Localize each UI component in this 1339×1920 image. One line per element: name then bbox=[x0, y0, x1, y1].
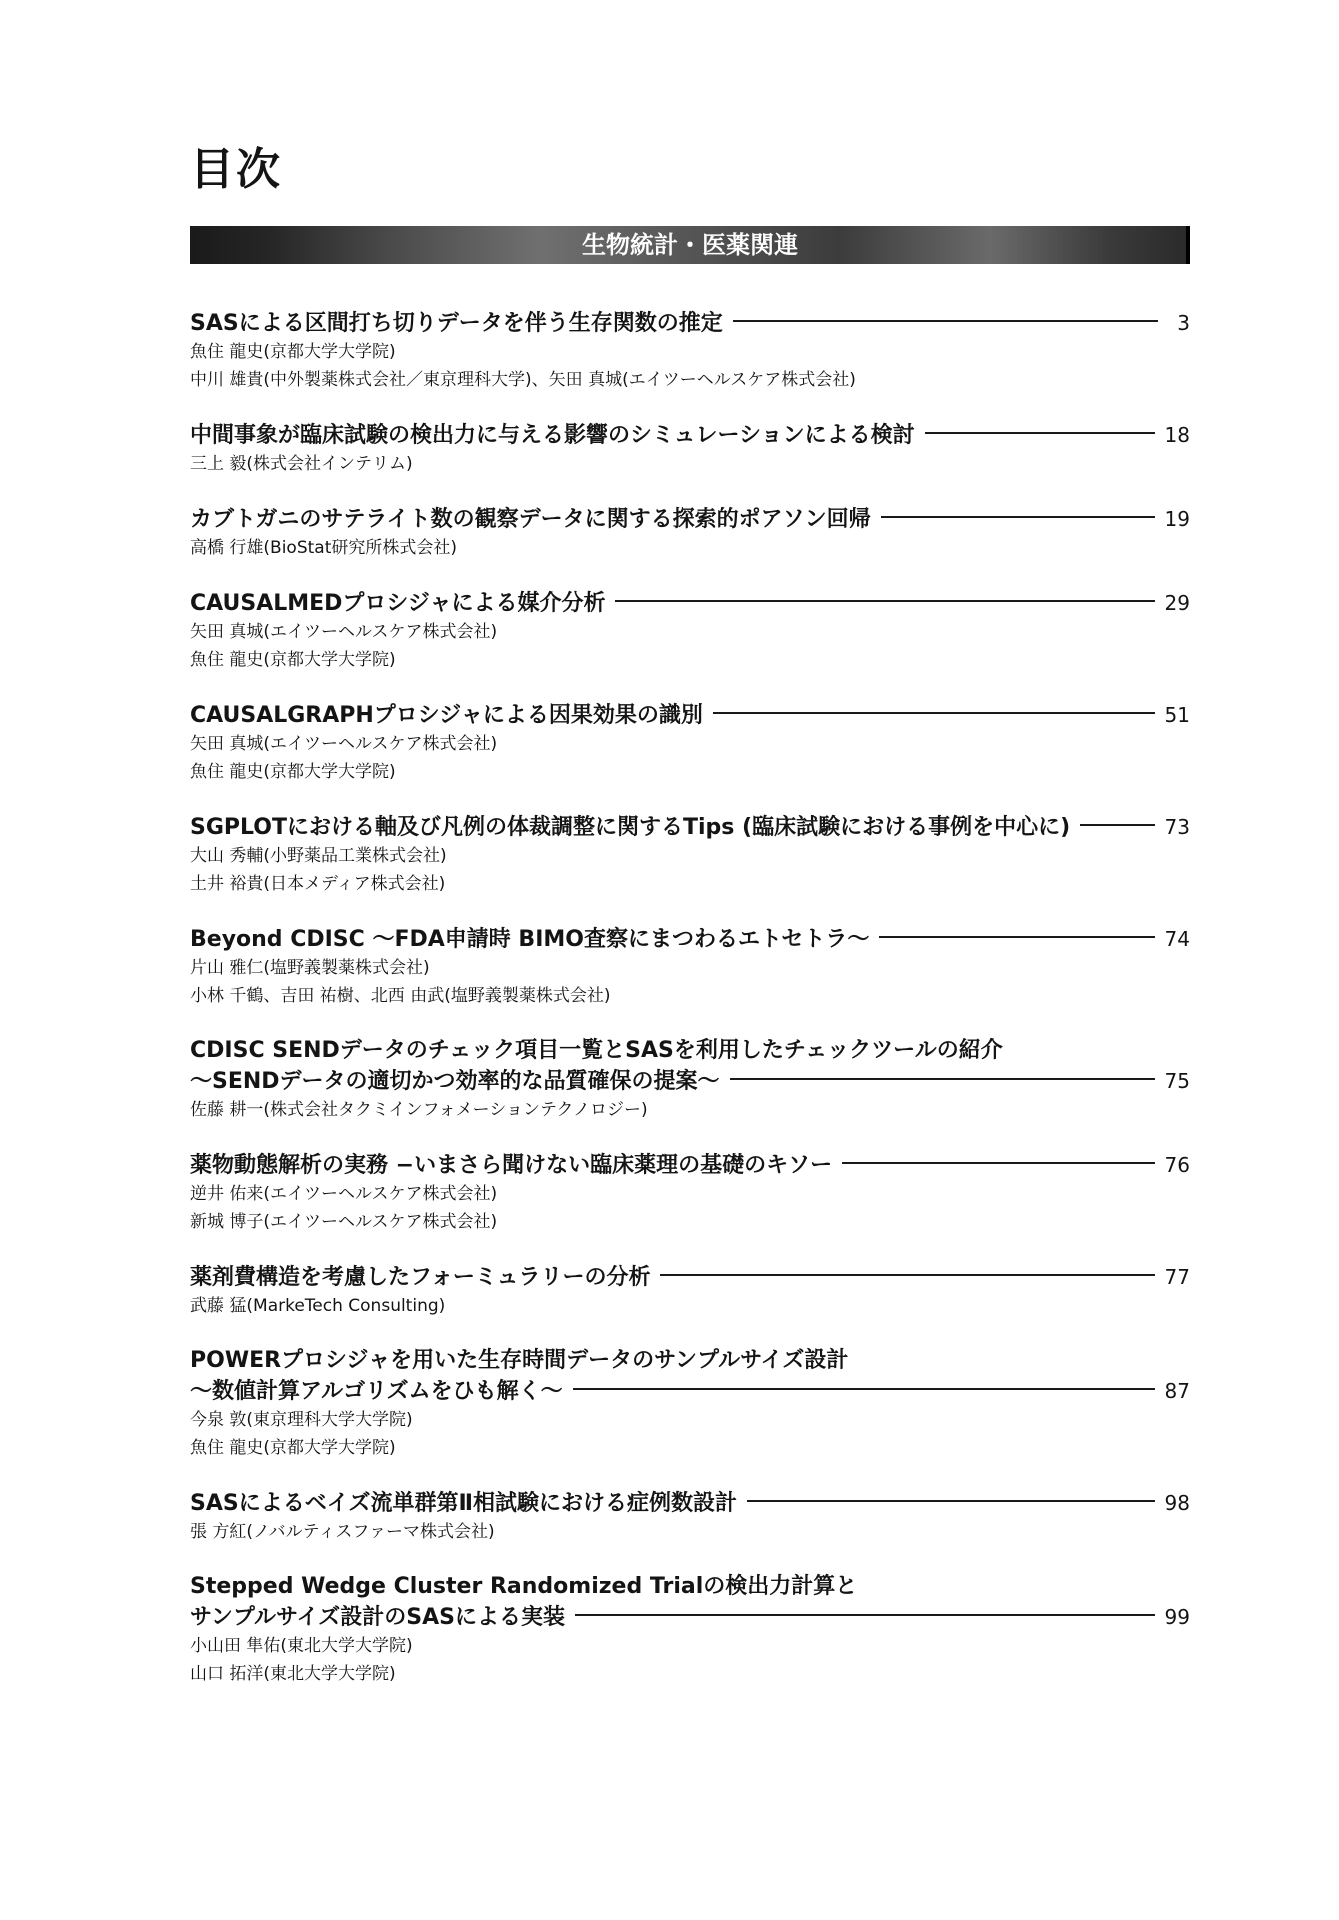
toc-entry-title: 薬物動態解析の実務 −いまさら聞けない臨床薬理の基礎のキソー bbox=[190, 1153, 833, 1178]
toc-entry bbox=[190, 1488, 1190, 1546]
toc-entry bbox=[190, 924, 1190, 1010]
author-line: 逆井 佑来(エイツーヘルスケア株式会社) bbox=[190, 1184, 498, 1204]
toc-entry-title: CDISC SENDデータのチェック項目一覧とSASを利用したチェックツールの紹介 bbox=[190, 1038, 1003, 1063]
toc-entry bbox=[190, 420, 1190, 478]
toc-title-line bbox=[190, 1488, 1190, 1518]
author-line: 佐藤 耕一(株式会社タクミインフォメーションテクノロジー) bbox=[190, 1100, 648, 1120]
author-line: 武藤 猛(MarkeTech Consulting) bbox=[190, 1296, 446, 1316]
toc-entries bbox=[190, 308, 1190, 1688]
toc-entry-title: ～SENDデータの適切かつ効率的な品質確保の提案～ bbox=[190, 1069, 720, 1094]
leader-line bbox=[713, 712, 1155, 714]
author-line: 張 方紅(ノバルティスファーマ株式会社) bbox=[190, 1522, 495, 1542]
toc-entry bbox=[190, 1036, 1190, 1124]
toc-title-line bbox=[190, 1262, 1190, 1292]
leader-line bbox=[842, 1162, 1154, 1164]
toc-title-line bbox=[190, 1376, 1190, 1406]
page-number: 77 bbox=[1164, 1265, 1190, 1289]
author-line: 片山 雅仁(塩野義製薬株式会社) bbox=[190, 958, 430, 978]
page-number: 51 bbox=[1164, 703, 1190, 727]
toc-title-line bbox=[190, 1572, 1190, 1602]
toc-title-line bbox=[190, 1150, 1190, 1180]
author-line: 魚住 龍史(京都大学大学院) bbox=[190, 342, 396, 362]
toc-entry bbox=[190, 588, 1190, 674]
toc-entry-title: 薬剤費構造を考慮したフォーミュラリーの分析 bbox=[190, 1265, 651, 1290]
toc-title-line bbox=[190, 812, 1190, 842]
toc-title-line bbox=[190, 504, 1190, 534]
leader-line bbox=[575, 1614, 1155, 1616]
toc-title-line bbox=[190, 308, 1190, 338]
page-number: 98 bbox=[1164, 1491, 1190, 1515]
toc-page bbox=[190, 140, 1190, 1714]
author-line: 矢田 真城(エイツーヘルスケア株式会社) bbox=[190, 622, 498, 642]
page-number: 73 bbox=[1164, 815, 1190, 839]
page-number: 18 bbox=[1164, 423, 1190, 447]
page-number: 19 bbox=[1164, 507, 1190, 531]
toc-title-line bbox=[190, 588, 1190, 618]
leader-line bbox=[660, 1274, 1154, 1276]
toc-entry-title: SGPLOTにおける軸及び凡例の体裁調整に関するTips (臨床試験における事例を中心に) bbox=[190, 815, 1071, 840]
toc-title-line bbox=[190, 700, 1190, 730]
leader-line bbox=[615, 600, 1154, 602]
toc-entry-title: カブトガニのサテライト数の観察データに関する探索的ポアソン回帰 bbox=[190, 507, 871, 532]
toc-title-line bbox=[190, 420, 1190, 450]
toc-entry-title: CAUSALGRAPHプロシジャによる因果効果の識別 bbox=[190, 703, 703, 728]
page-number: 76 bbox=[1164, 1153, 1190, 1177]
leader-line bbox=[925, 432, 1155, 434]
page-number: 74 bbox=[1164, 927, 1190, 951]
toc-entry-title: SASによるベイズ流単群第Ⅱ相試験における症例数設計 bbox=[190, 1491, 737, 1516]
leader-line bbox=[730, 1078, 1155, 1080]
toc-entry-title: ～数値計算アルゴリズムをひも解く～ bbox=[190, 1379, 563, 1404]
toc-title-line bbox=[190, 1066, 1190, 1096]
leader-line bbox=[881, 516, 1155, 518]
toc-entry-title: Beyond CDISC ～FDA申請時 BIMO査察にまつわるエトセトラ～ bbox=[190, 927, 870, 952]
toc-entry-title: サンプルサイズ設計のSASによる実装 bbox=[190, 1605, 565, 1630]
author-line: 魚住 龍史(京都大学大学院) bbox=[190, 650, 396, 670]
section-header-bar bbox=[190, 226, 1190, 264]
author-line: 山口 拓洋(東北大学大学院) bbox=[190, 1664, 396, 1684]
toc-entry bbox=[190, 1150, 1190, 1236]
page-title: 目次 bbox=[190, 144, 282, 195]
page-number: 3 bbox=[1177, 311, 1190, 335]
toc-entry-title: SASによる区間打ち切りデータを伴う生存関数の推定 bbox=[190, 311, 723, 336]
leader-line bbox=[733, 320, 1158, 322]
author-line: 新城 博子(エイツーヘルスケア株式会社) bbox=[190, 1212, 498, 1232]
toc-entry-title: CAUSALMEDプロシジャによる媒介分析 bbox=[190, 591, 606, 616]
page-number: 75 bbox=[1164, 1069, 1190, 1093]
toc-entry bbox=[190, 700, 1190, 786]
leader-line bbox=[879, 936, 1154, 938]
toc-entry bbox=[190, 308, 1190, 394]
toc-title-line bbox=[190, 1346, 1190, 1376]
toc-entry-title: Stepped Wedge Cluster Randomized Trialの検出力計算と bbox=[190, 1574, 858, 1599]
author-line: 矢田 真城(エイツーヘルスケア株式会社) bbox=[190, 734, 498, 754]
author-line: 魚住 龍史(京都大学大学院) bbox=[190, 1438, 396, 1458]
author-line: 小山田 隼佑(東北大学大学院) bbox=[190, 1636, 413, 1656]
author-line: 高橋 行雄(BioStat研究所株式会社) bbox=[190, 538, 457, 558]
toc-entry bbox=[190, 1346, 1190, 1462]
page-number: 99 bbox=[1164, 1605, 1190, 1629]
toc-entry bbox=[190, 504, 1190, 562]
toc-entry bbox=[190, 1262, 1190, 1320]
leader-line bbox=[573, 1388, 1155, 1390]
author-line: 今泉 敦(東京理科大学大学院) bbox=[190, 1410, 413, 1430]
author-line: 大山 秀輔(小野薬品工業株式会社) bbox=[190, 846, 447, 866]
author-line: 魚住 龍史(京都大学大学院) bbox=[190, 762, 396, 782]
toc-title-line bbox=[190, 924, 1190, 954]
page-number: 87 bbox=[1164, 1379, 1190, 1403]
section-title: 生物統計・医薬関連 bbox=[582, 231, 798, 259]
page-number: 29 bbox=[1164, 591, 1190, 615]
toc-entry-title: 中間事象が臨床試験の検出力に与える影響のシミュレーションによる検討 bbox=[190, 423, 915, 448]
author-line: 中川 雄貴(中外製薬株式会社／東京理科大学)、矢田 真城(エイツーヘルスケア株式会社) bbox=[190, 370, 856, 390]
toc-entry bbox=[190, 812, 1190, 898]
leader-line bbox=[1080, 824, 1154, 826]
toc-title-line bbox=[190, 1602, 1190, 1632]
leader-line bbox=[747, 1500, 1155, 1502]
author-line: 三上 毅(株式会社インテリム) bbox=[190, 454, 413, 474]
author-line: 小林 千鶴、吉田 祐樹、北西 由武(塩野義製薬株式会社) bbox=[190, 986, 611, 1006]
toc-entry-title: POWERプロシジャを用いた生存時間データのサンプルサイズ設計 bbox=[190, 1348, 849, 1373]
toc-entry bbox=[190, 1572, 1190, 1688]
toc-title-line bbox=[190, 1036, 1190, 1066]
author-line: 土井 裕貴(日本メディア株式会社) bbox=[190, 874, 446, 894]
